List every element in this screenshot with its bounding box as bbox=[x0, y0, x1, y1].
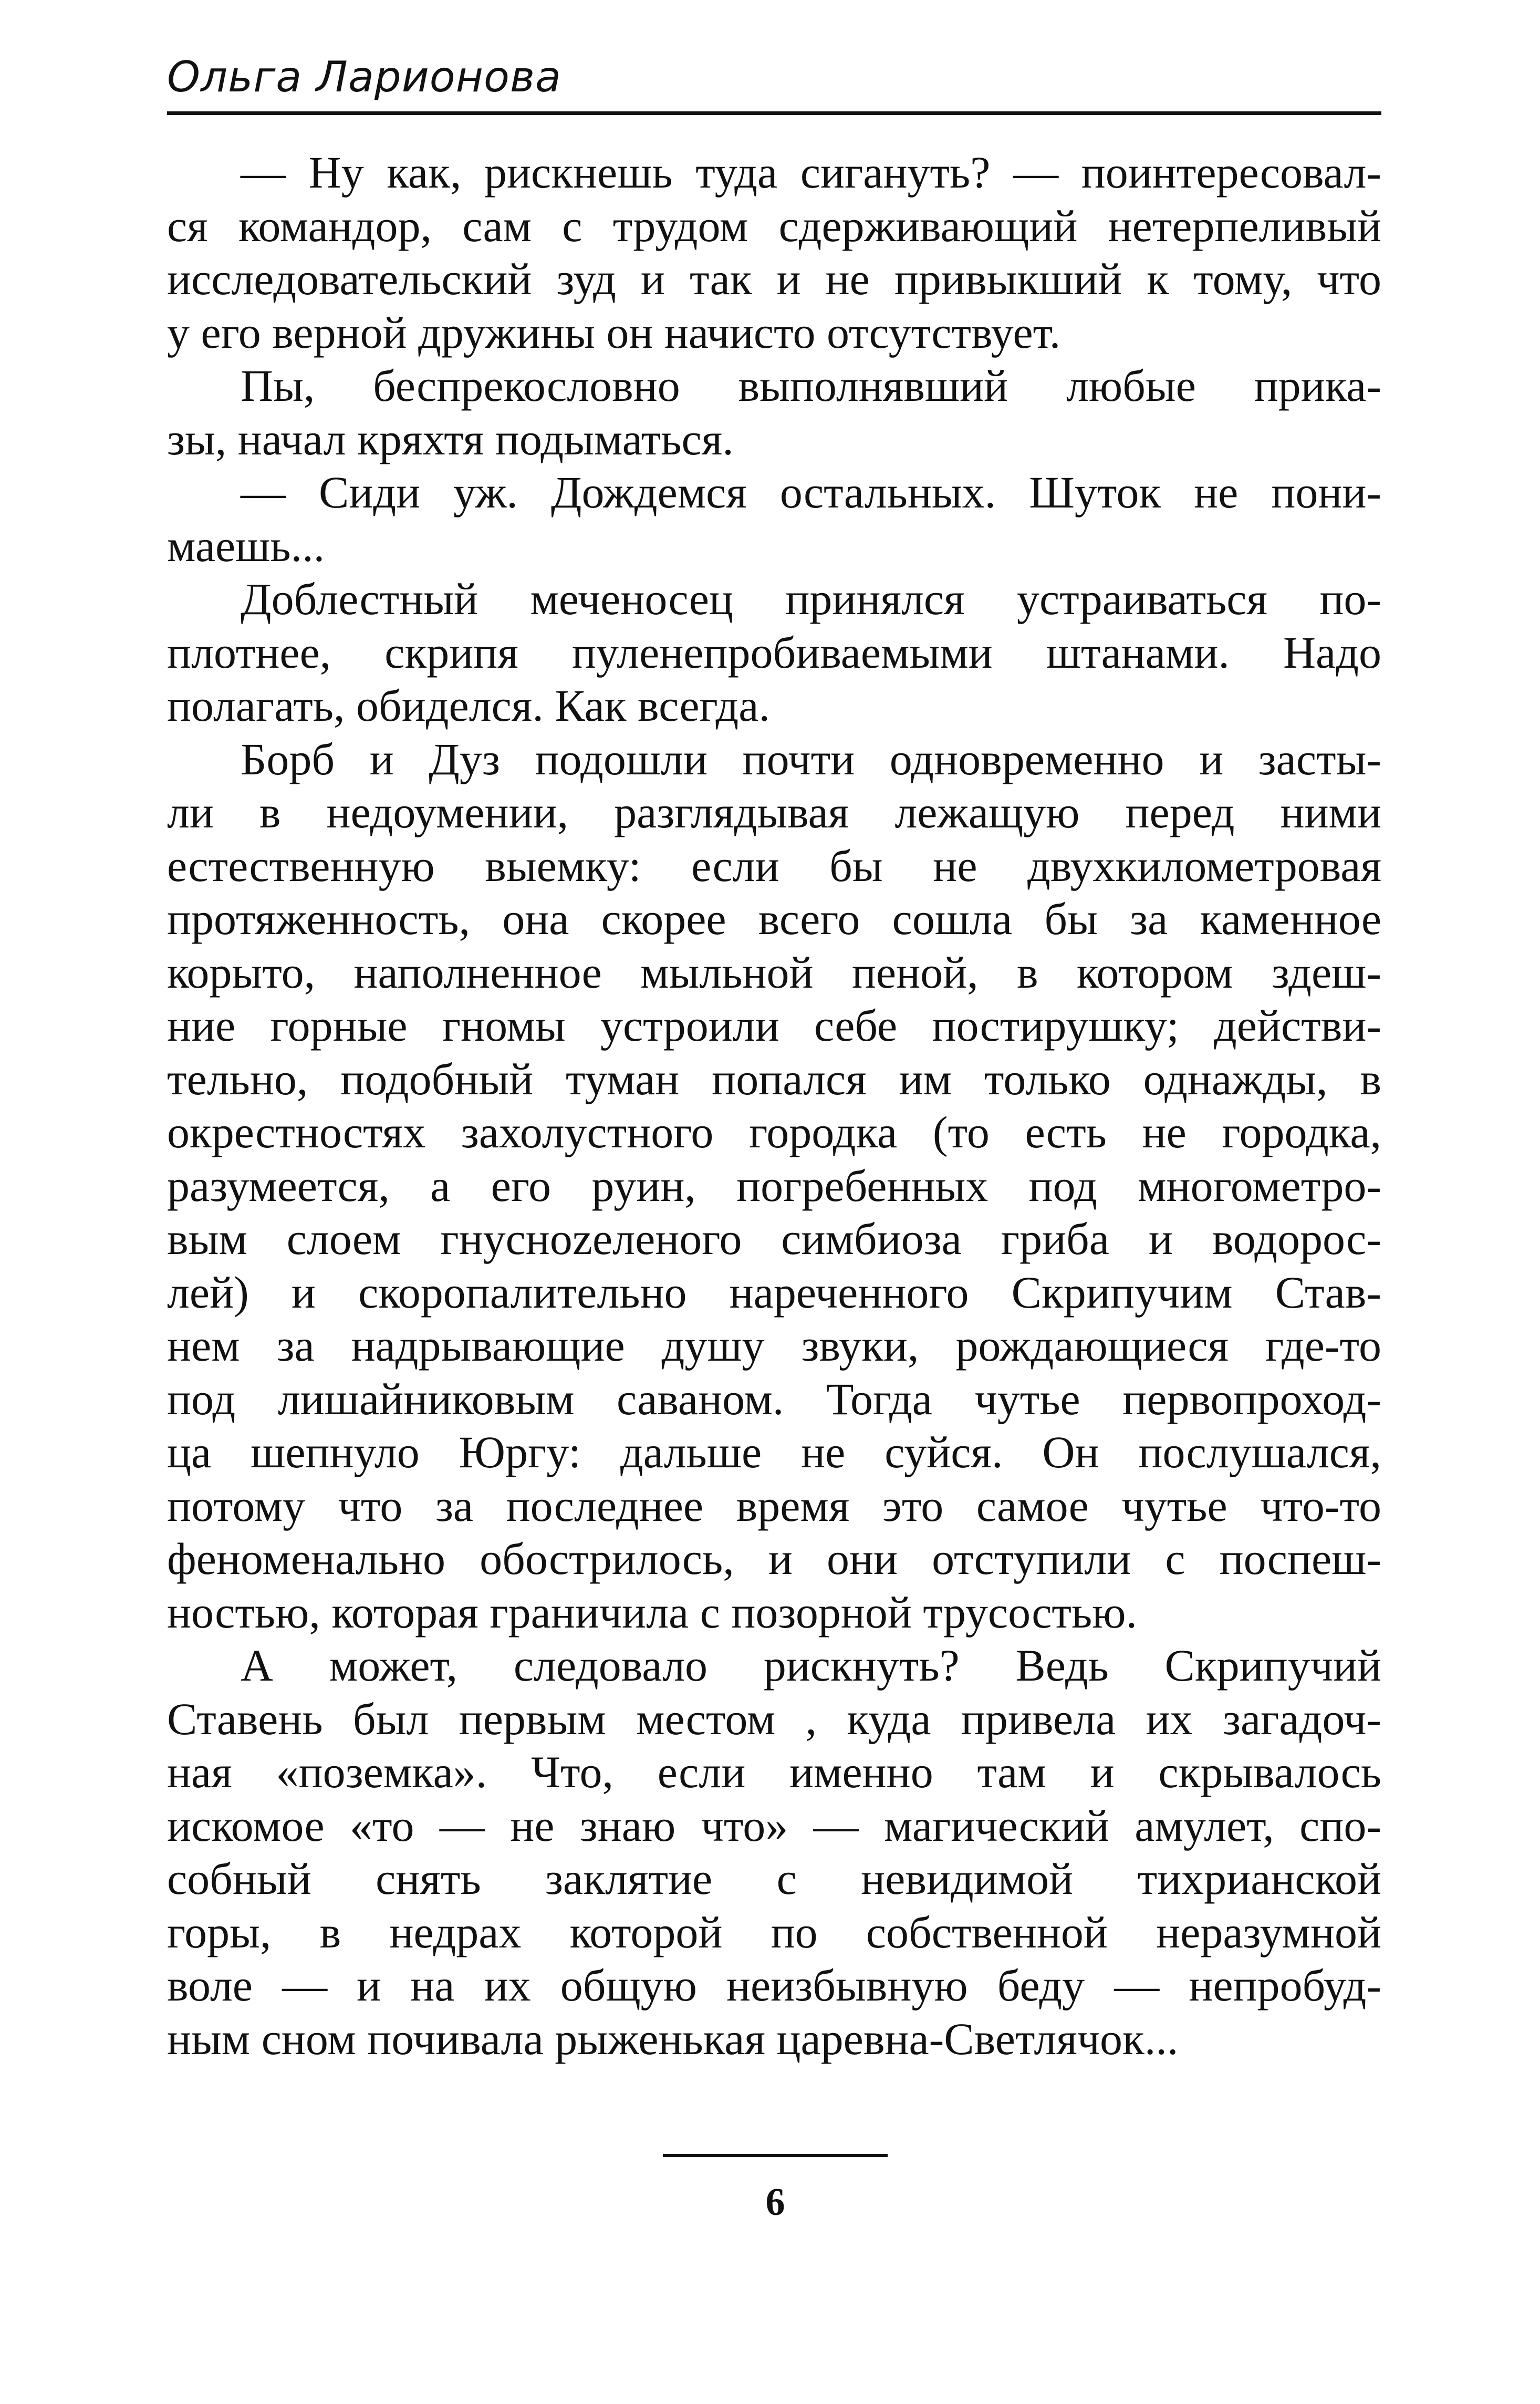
text-line: полагать, обиделся. Как всегда. bbox=[167, 680, 770, 731]
text-line: под лишайниковым саваном. Тогда чутье первопроход- bbox=[167, 1373, 1381, 1424]
text-line: окрестностях захолустного городка (то есть не городка, bbox=[167, 1107, 1381, 1157]
text-line: нем за надрывающие душу звуки, рождающиеся где-то bbox=[167, 1320, 1381, 1371]
paragraph bbox=[167, 1639, 1381, 2066]
text-line: зы, начал кряхтя подыматься. bbox=[167, 413, 734, 464]
text-line: плотнее, скрипя пуленепробиваемыми штанами. Надо bbox=[167, 627, 1381, 678]
text-line: Доблестный меченосец принялся устраиваться по- bbox=[241, 574, 1381, 624]
text-line: у его верной дружины он начисто отсутствует. bbox=[167, 307, 1061, 358]
text-line: Пы, беспрекословно выполнявший любые прика- bbox=[241, 360, 1381, 411]
text-line: ностью, которая граничила с позорной трусостью. bbox=[167, 1587, 1137, 1638]
paragraph bbox=[167, 359, 1381, 466]
text-line: маешь... bbox=[167, 520, 325, 571]
text-line: исследовательский зуд и так и не привыкший к тому, что bbox=[167, 254, 1381, 304]
text-line: корыто, наполненное мыльной пеной, в котором здеш- bbox=[167, 947, 1381, 998]
text-line: тельно, подобный туман попался им только однажды, в bbox=[167, 1053, 1381, 1104]
text-line: ся командор, сам с трудом сдерживающий нетерпеливый bbox=[167, 200, 1381, 251]
folio-rule bbox=[663, 2154, 888, 2157]
text-line: воле — и на их общую неизбывную беду — непробуд- bbox=[167, 1960, 1381, 2011]
text-line: ная «поземка». Что, если именно там и скрывалось bbox=[167, 1747, 1381, 1797]
text-line: ние горные гномы устроили себе постирушку; действи- bbox=[167, 1000, 1381, 1051]
text-line: — Сиди уж. Дождемся остальных. Шуток не пони- bbox=[241, 467, 1381, 517]
text-line: ца шепнуло Юргу: дальше не суйся. Он послушался, bbox=[167, 1427, 1381, 1477]
paragraph bbox=[167, 146, 1381, 359]
text-line: горы, в недрах которой по собственной неразумной bbox=[167, 1906, 1381, 1957]
body-text bbox=[167, 146, 1381, 2066]
text-line: ли в недоумении, разглядывая лежащую перед ними bbox=[167, 787, 1381, 837]
text-line: потому что за последнее время это самое чутье что-то bbox=[167, 1480, 1381, 1531]
text-line: естественную выемку: если бы не двухкилометровая bbox=[167, 840, 1381, 891]
text-line: ным сном почивала рыженькая царевна-Светлячок... bbox=[167, 2013, 1179, 2064]
running-header bbox=[167, 48, 1381, 115]
page-number: 6 bbox=[765, 2181, 785, 2224]
text-line: феноменально обострилось, и они отступили с поспеш- bbox=[167, 1533, 1381, 1584]
text-line: протяженность, она скорее всего сошла бы за каменное bbox=[167, 894, 1381, 944]
text-line: А может, следовало рискнуть? Ведь Скрипучий bbox=[241, 1640, 1381, 1691]
paragraph bbox=[167, 733, 1381, 1640]
paragraph bbox=[167, 573, 1381, 733]
running-header-author: Ольга Ларионова bbox=[167, 53, 562, 101]
text-line: — Ну как, рискнешь туда сигануть? — поинтересовал- bbox=[241, 147, 1381, 198]
text-line: вым слоем гнусноzеленого симбиоза гриба и водорос- bbox=[167, 1214, 1381, 1264]
text-line: собный снять заклятие с невидимой тихрианской bbox=[167, 1853, 1381, 1904]
paragraph bbox=[167, 466, 1381, 573]
text-line: лей) и скоропалительно нареченного Скрипучим Став- bbox=[167, 1267, 1381, 1318]
text-line: разумеется, а его руин, погребенных под многометро- bbox=[167, 1160, 1381, 1211]
text-line: Борб и Дуз подошли почти одновременно и засты- bbox=[241, 733, 1381, 784]
text-line: искомое «то — не знаю что» — магический амулет, спо- bbox=[167, 1800, 1381, 1851]
text-line: Ставень был первым местом , куда привела их загадоч- bbox=[167, 1693, 1381, 1744]
